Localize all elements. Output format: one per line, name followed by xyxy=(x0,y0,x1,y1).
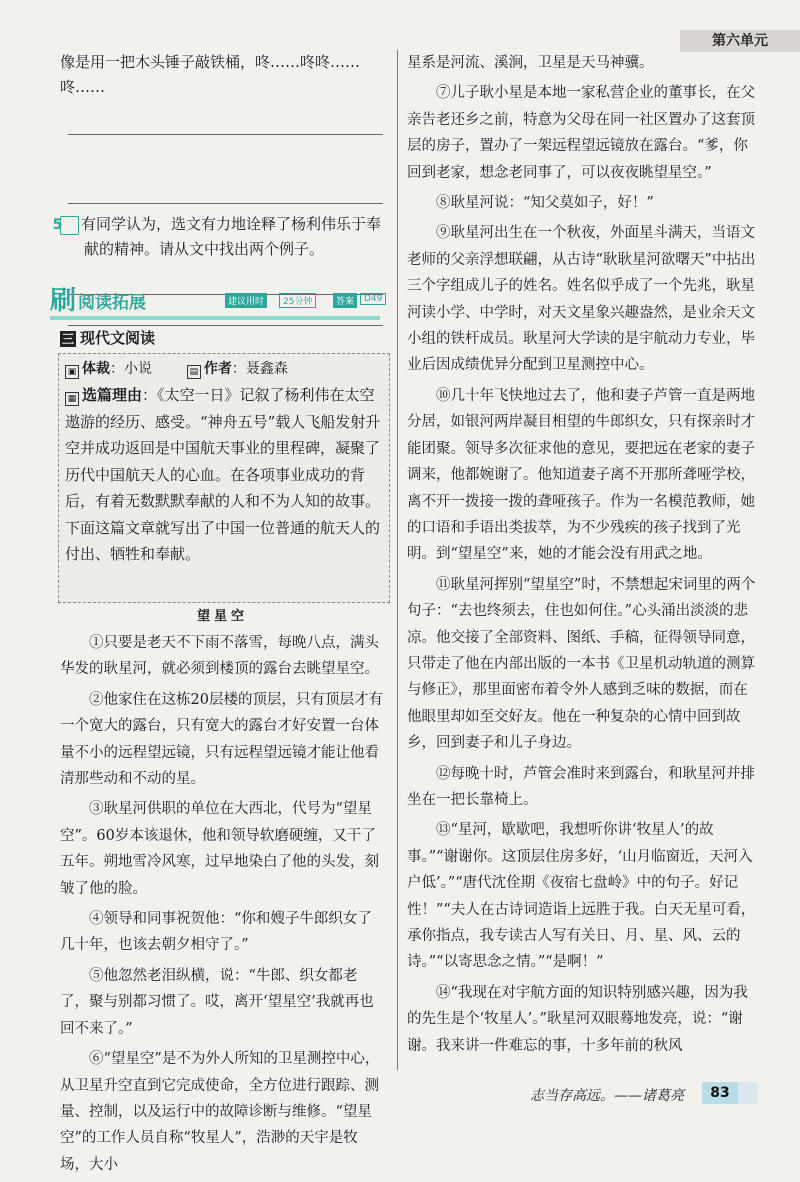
reason-text: 《太空一日》记叙了杨利伟在太空遨游的经历、感受。“神舟五号”载人飞船发射升空并成功返回是中国航天事业的里程碑，凝聚了历代中国航天人的心血。在各项事业成功的背后，有着无数默默奉献的人和不为人知的故事。下面这篇文章就写出了中国一位普通的航天人的付出、牺牲和奉献。 xyxy=(65,386,381,563)
answer-line xyxy=(68,325,383,326)
paragraph: ⑨耿星河出生在一个秋夜，外面星斗满天，当语文老师的父亲浮想联翩，从古诗“耿耿星河欲曙天”中拈出三个字组成儿子的姓名。姓名似乎成了一个先兆，耿星河读小学、中学时，对天文星象兴趣盎然，是业余天文小组的铁杆成员。耿星河大学读的是宇航动力专业，毕业后因成绩优异分配到卫星测控中心。 xyxy=(407,225,756,374)
paragraph: ②他家住在这栋20层楼的顶层，只有顶层才有一个宽大的露台，只有宽大的露台才好安置一台体量不小的远程望远镜，只有远程望远镜才能让他看清那些动和不动的星。 xyxy=(60,691,383,788)
paragraph: ⑤他忽然老泪纵横，说：“牛郎、织女都老了，聚与别都习惯了。哎，离开‘望星空’我就再也回不来了。” xyxy=(60,967,374,1037)
paragraph: ④领导和同事祝贺他：“你和嫂子牛郎织女了几十年，也该去朝夕相守了。” xyxy=(60,911,372,954)
suggested-time-label: 建议用时 xyxy=(225,293,267,308)
answer-line xyxy=(68,134,383,135)
right-column xyxy=(407,50,762,1063)
genre-label: 体裁 xyxy=(82,361,110,377)
footer-quote: 志当存高远。——诸葛亮 xyxy=(530,1088,684,1104)
paragraph: ⑬“星河，歇歇吧，我想听你讲‘牧星人’的故事。”“谢谢你。这顶层住房多好，‘山月临窗近，天河入户低’。”“唐代沈佺期《夜宿七盘岭》中的句子。好记性！”“夫人在古诗词造诣上远胜于我。白天无星可看，承你指点，我专读古人写有关日、月、星、风、云的诗。”“以寄思念之情。”“是啊！” xyxy=(407,822,756,971)
paragraph: ③耿星河供职的单位在大西北，代号为“望星空”。60岁本该退休，他和领导软磨硬缠，又干了五年。朔地雪冷风寒，过早地染白了他的头发，刻皱了他的脸。 xyxy=(60,801,379,897)
question-number-badge: 5 xyxy=(60,216,79,235)
genre-author-row: ▣ 体裁：小说 ▤ 作者：聂鑫森 xyxy=(65,358,288,380)
column-divider xyxy=(397,50,398,1070)
brush-mark-icon: 刷 xyxy=(50,286,77,316)
answer-label: 答案 xyxy=(333,293,357,308)
reason-icon: ▦ xyxy=(65,392,79,406)
unit-tab: 第六单元 xyxy=(680,30,800,52)
selection-reason: ▦ 选篇理由：《太空一日》记叙了杨利伟在太空遨游的经历、感受。“神舟五号”载人飞船发射升空并成功返回是中国航天事业的里程碑，凝聚了历代中国航天人的心血。在各项事业成功的背后，有着无数默默奉献的人和不为人知的故事。下面这篇文章就写出了中国一位普通的航天人的付出、牺牲和奉献。 xyxy=(65,386,381,563)
suggested-time-value: 25分钟 xyxy=(279,293,316,308)
page-edge-decoration xyxy=(738,1082,758,1104)
question-4-tail: 像是用一把木头锤子敲铁桶，咚……咚咚……咚…… xyxy=(60,53,361,96)
section-heading xyxy=(60,327,155,348)
author-icon: ▤ xyxy=(187,365,201,379)
paragraph: 星系是河流、溪涧，卫星是天马神骥。 xyxy=(407,55,654,71)
question-5-label: 有同学认为，选文有力地诠释了杨利伟乐于奉献的精神。请从文中找出两个例子。 xyxy=(81,215,382,258)
paragraph: ⑥“望星空”是不为外人所知的卫星测控中心，从卫星升空直到它完成使命，全方位进行跟踪、测量、控制，以及运行中的故障诊断与维修。“望星空”的工作人员自称“牧星人”，浩渺的天宇是牧场，大小 xyxy=(60,1051,380,1173)
extension-title: 阅读拓展 xyxy=(78,293,146,313)
paragraph: ①只要是老天不下雨不落雪，每晚八点，满头华发的耿星河，就必须到楼顶的露台去眺望星空。 xyxy=(60,635,379,678)
page-number: 83 xyxy=(702,1082,738,1104)
answer-page-value: D49 xyxy=(360,293,386,305)
paragraph: ⑦儿子耿小星是本地一家私营企业的董事长，在父亲告老还乡之前，特意为父母在同一社区置办了这套顶层的房子，置办了一架远程望远镜放在露台。“爹，你回到老家，想念老同事了，可以夜夜眺望星空。” xyxy=(407,85,755,181)
paragraph: ⑫每晚十时，芦管会准时来到露台，和耿星河并排坐在一把长靠椅上。 xyxy=(407,765,755,808)
paragraph: ⑭“我现在对宇航方面的知识特别感兴趣，因为我的先生是个‘牧星人’。”耿星河双眼蓦地发亮，说：“谢谢。我来讲一件难忘的事，十多年前的秋风 xyxy=(407,984,748,1054)
reason-label: 选篇理由 xyxy=(82,386,143,404)
author-value: 聂鑫森 xyxy=(245,361,288,377)
author-label: 作者 xyxy=(203,361,232,377)
answer-line xyxy=(68,203,383,204)
left-column xyxy=(50,50,385,1173)
story-title: 望星空 xyxy=(196,609,248,624)
section-title: 现代文阅读 xyxy=(80,329,156,347)
story-left-paragraphs xyxy=(60,630,385,1182)
genre-icon: ▣ xyxy=(65,365,79,379)
reading-extension-header xyxy=(50,286,383,320)
paragraph: ⑪耿星河挥别“望星空”时，不禁想起宋词里的两个句子：“去也终须去，住也如何住。”心头涌出淡淡的悲凉。他交接了全部资料、图纸、手稿，征得领导同意，只带走了他在内部出版的一本书《卫星机动轨道的测算与修正》，那里面密布着令外人感到乏味的数据，而在他眼里却如至交好友。他在一种复杂的心情中回到故乡，回到妻子和儿子身边。 xyxy=(407,576,756,752)
section-number: 三 xyxy=(61,332,74,346)
question-5-text xyxy=(52,212,385,262)
article-info-box xyxy=(58,353,390,603)
paragraph: ⑩几十年飞快地过去了，他和妻子芦管一直是两地分居，如银河两岸凝目相望的牛郎织女，只有探亲时才能团聚。领导多次征求他的意见，要把远在老家的妻子调来，他都婉谢了。他知道妻子离不开那所聋哑学校，离不开一拨接一拨的聋哑孩子。作为一名模范教师，她的口语和手语出类拔萃，为不少残疾的孩子找到了光明。到“望星空”来，她的才能会没有用武之地。 xyxy=(407,387,755,563)
genre-value: 小说 xyxy=(124,361,152,377)
paragraph: ⑧耿星河说：“知父莫如子，好！” xyxy=(436,195,654,212)
